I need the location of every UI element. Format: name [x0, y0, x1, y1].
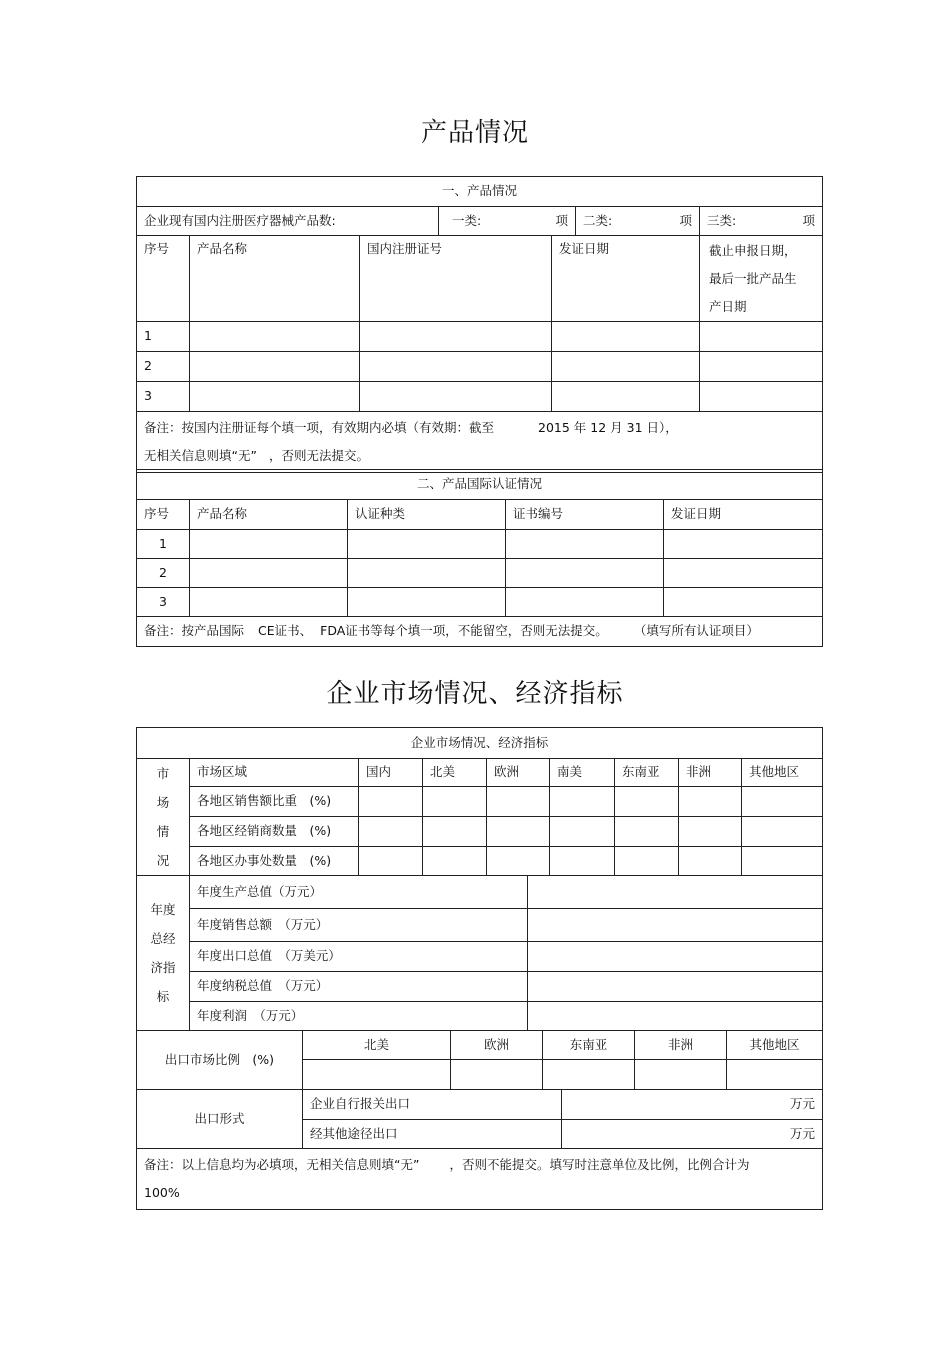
row-index: 2 — [137, 559, 190, 588]
page-title-product: 产品情况 — [420, 118, 529, 148]
col-last-production-date: 截止申报日期，最后一批产品生产日期 — [700, 236, 823, 322]
market-table-note: 备注：以上信息均为必填项，无相关信息则填“无” ，否则不能提交。填写时注意单位及比例，比例合计为 100% — [137, 1149, 823, 1210]
dealer-count-label: 各地区经销商数量 (%) — [190, 817, 359, 847]
econ-row-label: 年度生产总值（万元） — [190, 876, 528, 909]
row-index: 1 — [137, 530, 190, 559]
cert-type-cell[interactable] — [348, 530, 506, 559]
table-row — [137, 876, 823, 909]
product-table-note: 备注：按国内注册证每个填一项，有效期内必填（有效期：截至 2015 年 12 月 31 日）， 无相关信息则填“无” ，否则无法提交。 — [137, 412, 823, 473]
col-product-name: 产品名称 — [190, 236, 360, 322]
class1-count-field[interactable]: 一类: 项 — [439, 207, 576, 236]
registration-number-cell[interactable] — [360, 322, 552, 352]
table-row — [137, 530, 823, 559]
production-date-cell[interactable] — [700, 322, 823, 352]
table-row — [137, 1090, 823, 1120]
issue-date-cell[interactable] — [552, 382, 700, 412]
value-cell[interactable] — [487, 817, 550, 847]
value-cell[interactable] — [423, 847, 487, 876]
region-north-america: 北美 — [423, 759, 487, 787]
value-cell[interactable] — [679, 787, 742, 817]
region-label: 市场区域 — [190, 759, 359, 787]
table-row — [137, 787, 823, 817]
cert-type-cell[interactable] — [348, 588, 506, 617]
page-title-market: 企业市场情况、经济指标 — [326, 679, 624, 709]
export-region-africa: 非洲 — [635, 1031, 727, 1060]
registration-number-cell[interactable] — [360, 352, 552, 382]
econ-value-cell[interactable] — [528, 1002, 823, 1031]
product-table — [136, 176, 823, 473]
value-cell[interactable] — [359, 847, 423, 876]
market-table — [136, 727, 823, 876]
table-row — [137, 559, 823, 588]
economic-table — [136, 875, 823, 1031]
issue-date-cell[interactable] — [664, 559, 823, 588]
market-note-table — [136, 1148, 823, 1210]
region-domestic: 国内 — [359, 759, 423, 787]
product-table-header: 一、产品情况 — [137, 177, 823, 207]
product-count-label: 企业现有国内注册医疗器械产品数: — [137, 207, 439, 236]
product-name-cell[interactable] — [190, 530, 348, 559]
value-cell[interactable] — [359, 787, 423, 817]
export-self-value[interactable]: 万元 — [562, 1090, 823, 1120]
econ-row-label: 年度利润 （万元） — [190, 1002, 528, 1031]
cert-type-cell[interactable] — [348, 559, 506, 588]
region-south-america: 南美 — [550, 759, 615, 787]
value-cell[interactable] — [359, 817, 423, 847]
export-region-other: 其他地区 — [727, 1031, 823, 1060]
value-cell[interactable] — [487, 787, 550, 817]
product-name-cell[interactable] — [190, 382, 360, 412]
region-europe: 欧洲 — [487, 759, 550, 787]
econ-value-cell[interactable] — [528, 942, 823, 972]
export-ratio-table — [136, 1030, 823, 1090]
product-name-cell[interactable] — [190, 352, 360, 382]
value-cell[interactable] — [635, 1060, 727, 1090]
col-cert-number: 证书编号 — [506, 500, 664, 530]
table-row — [137, 352, 823, 382]
table-row — [137, 942, 823, 972]
issue-date-cell[interactable] — [664, 530, 823, 559]
product-name-cell[interactable] — [190, 588, 348, 617]
production-date-cell[interactable] — [700, 352, 823, 382]
table-row — [137, 847, 823, 876]
production-date-cell[interactable] — [700, 382, 823, 412]
table-row — [137, 1002, 823, 1031]
econ-value-cell[interactable] — [528, 972, 823, 1002]
office-count-label: 各地区办事处数量 (%) — [190, 847, 359, 876]
value-cell[interactable] — [727, 1060, 823, 1090]
econ-value-cell[interactable] — [528, 876, 823, 909]
export-other-value[interactable]: 万元 — [562, 1120, 823, 1149]
row-index: 1 — [137, 322, 190, 352]
issue-date-cell[interactable] — [552, 352, 700, 382]
export-form-other: 经其他途径出口 — [303, 1120, 562, 1149]
value-cell[interactable] — [742, 847, 823, 876]
econ-row-label: 年度销售总额 （万元） — [190, 909, 528, 942]
table-row — [137, 817, 823, 847]
export-region-europe: 欧洲 — [451, 1031, 543, 1060]
export-region-north-america: 北美 — [303, 1031, 451, 1060]
class2-count-field[interactable]: 二类: 项 — [576, 207, 700, 236]
value-cell[interactable] — [615, 787, 679, 817]
product-name-cell[interactable] — [190, 322, 360, 352]
export-form-label: 出口形式 — [137, 1090, 303, 1149]
col-product-name: 产品名称 — [190, 500, 348, 530]
row-index: 3 — [137, 588, 190, 617]
value-cell[interactable] — [550, 817, 615, 847]
value-cell[interactable] — [615, 817, 679, 847]
issue-date-cell[interactable] — [664, 588, 823, 617]
market-table-header: 企业市场情况、经济指标 — [137, 728, 823, 759]
issue-date-cell[interactable] — [552, 322, 700, 352]
row-index: 2 — [137, 352, 190, 382]
region-other: 其他地区 — [742, 759, 823, 787]
value-cell[interactable] — [550, 787, 615, 817]
row-index: 3 — [137, 382, 190, 412]
col-issue-date: 发证日期 — [552, 236, 700, 322]
value-cell[interactable] — [615, 847, 679, 876]
table-row — [137, 909, 823, 942]
certification-table — [136, 469, 823, 647]
value-cell[interactable] — [451, 1060, 543, 1090]
table-row — [137, 972, 823, 1002]
econ-row-label: 年度出口总值 （万美元） — [190, 942, 528, 972]
export-ratio-label: 出口市场比例 (%) — [137, 1031, 303, 1090]
table-row — [137, 322, 823, 352]
table-row — [137, 382, 823, 412]
value-cell[interactable] — [487, 847, 550, 876]
value-cell[interactable] — [679, 817, 742, 847]
value-cell[interactable] — [423, 817, 487, 847]
value-cell[interactable] — [742, 787, 823, 817]
region-africa: 非洲 — [679, 759, 742, 787]
value-cell[interactable] — [742, 817, 823, 847]
product-name-cell[interactable] — [190, 559, 348, 588]
table-row — [137, 588, 823, 617]
col-registration-number: 国内注册证号 — [360, 236, 552, 322]
certification-table-header: 二、产品国际认证情况 — [137, 470, 823, 500]
cert-number-cell[interactable] — [506, 530, 664, 559]
certification-table-note: 备注：按产品国际 CE证书、 FDA证书等每个填一项，不能留空，否则无法提交。 （填写所有认证项目） — [137, 617, 823, 647]
economic-group-label: 年度总经济指标 — [137, 876, 190, 1031]
export-form-table — [136, 1089, 823, 1149]
econ-value-cell[interactable] — [528, 909, 823, 942]
value-cell[interactable] — [679, 847, 742, 876]
cert-number-cell[interactable] — [506, 559, 664, 588]
value-cell[interactable] — [423, 787, 487, 817]
class3-count-field[interactable]: 三类: 项 — [700, 207, 823, 236]
sales-share-label: 各地区销售额比重 (%) — [190, 787, 359, 817]
col-index: 序号 — [137, 500, 190, 530]
cert-number-cell[interactable] — [506, 588, 664, 617]
export-form-self: 企业自行报关出口 — [303, 1090, 562, 1120]
col-cert-type: 认证种类 — [348, 500, 506, 530]
value-cell[interactable] — [543, 1060, 635, 1090]
value-cell[interactable] — [550, 847, 615, 876]
col-index: 序号 — [137, 236, 190, 322]
value-cell[interactable] — [303, 1060, 451, 1090]
region-southeast-asia: 东南亚 — [615, 759, 679, 787]
econ-row-label: 年度纳税总值 （万元） — [190, 972, 528, 1002]
registration-number-cell[interactable] — [360, 382, 552, 412]
export-region-southeast-asia: 东南亚 — [543, 1031, 635, 1060]
col-issue-date: 发证日期 — [664, 500, 823, 530]
market-group-label: 市场情况 — [137, 759, 190, 876]
